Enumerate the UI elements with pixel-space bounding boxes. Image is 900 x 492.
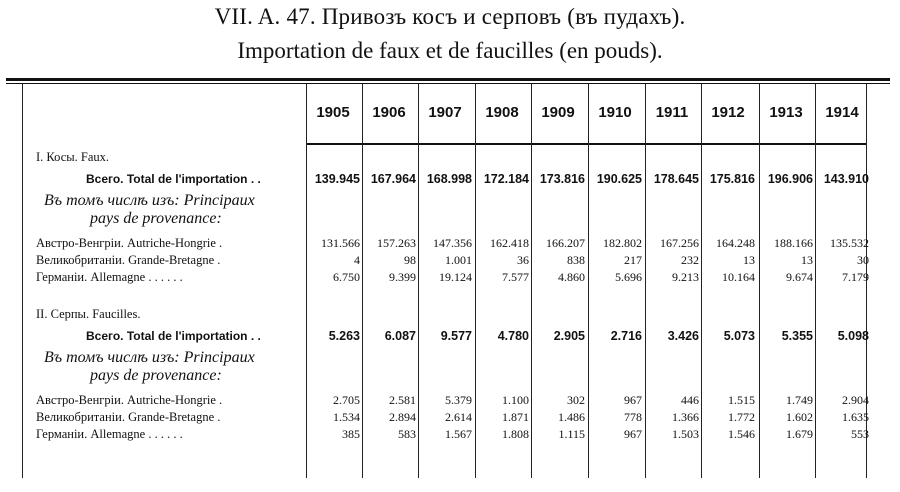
- year-header: 1913: [769, 104, 803, 121]
- table-cell: 2.614: [445, 410, 472, 424]
- table-cell: 182.802: [603, 236, 642, 250]
- table-cell: 1.486: [558, 410, 585, 424]
- table-row-label: Германіи. Allemagne . . . . . .: [36, 427, 183, 441]
- section-heading: II. Серпы. Faucilles.: [36, 307, 141, 321]
- table-cell: 1.100: [502, 393, 529, 407]
- table-cell: 1.749: [786, 393, 813, 407]
- table-cell: 135.532: [830, 236, 869, 250]
- total-value: 175.816: [709, 172, 755, 186]
- year-header: 1905: [316, 104, 350, 121]
- total-value: 178.645: [653, 172, 699, 186]
- table-cell: 1.567: [445, 427, 472, 441]
- table-cell: 217: [624, 253, 642, 267]
- year-header: 1910: [598, 104, 632, 121]
- table-cell: 232: [681, 253, 699, 267]
- table-cell: 7.577: [502, 270, 529, 284]
- table-cell: 13: [743, 253, 755, 267]
- total-value: 196.906: [767, 172, 813, 186]
- table-cell: 1.503: [672, 427, 699, 441]
- total-value: 9.577: [440, 329, 472, 343]
- total-row-label: Всего. Total de l'importation . .: [86, 172, 261, 186]
- table-cell: 98: [404, 253, 416, 267]
- table-cell: 967: [624, 427, 642, 441]
- subheading: pays de provenance:: [90, 210, 222, 227]
- total-value: 168.998: [426, 172, 472, 186]
- table-cell: 1.635: [842, 410, 869, 424]
- table-cell: 157.263: [377, 236, 416, 250]
- table-cell: 30: [857, 253, 869, 267]
- table-cell: 1.366: [672, 410, 699, 424]
- total-value: 5.098: [837, 329, 869, 343]
- table-cell: 164.248: [716, 236, 755, 250]
- table-cell: 1.602: [786, 410, 813, 424]
- column-divider: [22, 84, 23, 478]
- table-row-label: Австро-Венгріи. Autriche-Hongrie .: [36, 393, 223, 407]
- table-cell: 838: [567, 253, 585, 267]
- table-cell: 9.213: [672, 270, 699, 284]
- year-header: 1907: [428, 104, 462, 121]
- table-cell: 162.418: [490, 236, 529, 250]
- table-cell: 131.566: [321, 236, 360, 250]
- total-value: 5.355: [781, 329, 813, 343]
- subheading: Въ томъ числѣ изъ: Principaux: [44, 349, 255, 366]
- table-row-label: Великобританіи. Grande-Bretagne .: [36, 253, 221, 267]
- table-cell: 2.894: [389, 410, 416, 424]
- table-row-label: Германіи. Allemagne . . . . . .: [36, 270, 183, 284]
- table-cell: 385: [342, 427, 360, 441]
- total-value: 172.184: [483, 172, 529, 186]
- table-cell: 9.674: [786, 270, 813, 284]
- total-value: 5.263: [328, 329, 360, 343]
- table-cell: 36: [517, 253, 529, 267]
- table-cell: 2.904: [842, 393, 869, 407]
- total-value: 2.716: [610, 329, 642, 343]
- table-cell: 7.179: [842, 270, 869, 284]
- table-cell: 1.808: [502, 427, 529, 441]
- total-value: 143.910: [823, 172, 869, 186]
- year-header: 1912: [711, 104, 745, 121]
- table-cell: 4.860: [558, 270, 585, 284]
- header-rule: [306, 143, 866, 145]
- table-cell: 778: [624, 410, 642, 424]
- total-value: 139.945: [314, 172, 360, 186]
- table-cell: 1.546: [728, 427, 755, 441]
- table-cell: 1.534: [333, 410, 360, 424]
- table-cell: 9.399: [389, 270, 416, 284]
- table-cell: 1.115: [558, 427, 585, 441]
- table-cell: 166.207: [546, 236, 585, 250]
- section-heading: I. Косы. Faux.: [36, 150, 110, 164]
- table-cell: 1.515: [728, 393, 755, 407]
- table-cell: 553: [851, 427, 869, 441]
- total-value: 3.426: [667, 329, 699, 343]
- table-cell: 1.001: [445, 253, 472, 267]
- year-header: 1906: [372, 104, 406, 121]
- table-row-label: Австро-Венгріи. Autriche-Hongrie .: [36, 236, 223, 250]
- table-cell: 2.705: [333, 393, 360, 407]
- table-cell: 147.356: [433, 236, 472, 250]
- table-cell: 19.124: [439, 270, 472, 284]
- table-cell: 188.166: [774, 236, 813, 250]
- total-value: 5.073: [723, 329, 755, 343]
- table-cell: 967: [624, 393, 642, 407]
- year-header: 1909: [541, 104, 575, 121]
- table-cell: 583: [398, 427, 416, 441]
- table-cell: 446: [681, 393, 699, 407]
- table-cell: 6.750: [333, 270, 360, 284]
- table-cell: 302: [567, 393, 585, 407]
- table-cell: 1.871: [502, 410, 529, 424]
- subheading: pays de provenance:: [90, 367, 222, 384]
- table-cell: 2.581: [389, 393, 416, 407]
- year-header: 1908: [485, 104, 519, 121]
- subheading: Въ томъ числѣ изъ: Principaux: [44, 192, 255, 209]
- year-header: 1911: [655, 104, 689, 121]
- table-cell: 1.772: [728, 410, 755, 424]
- table-title-french: Importation de faux et de faucilles (en pouds).: [237, 38, 663, 63]
- total-value: 6.087: [384, 329, 416, 343]
- total-value: 190.625: [596, 172, 642, 186]
- table-cell: 5.379: [445, 393, 472, 407]
- year-header: 1914: [825, 104, 859, 121]
- total-value: 167.964: [370, 172, 416, 186]
- table-cell: 1.679: [786, 427, 813, 441]
- total-value: 173.816: [539, 172, 585, 186]
- total-value: 2.905: [553, 329, 585, 343]
- top-thin-rule: [6, 83, 890, 84]
- table-title-russian: VII. A. 47. Привозъ косъ и серповъ (въ пудахъ).: [214, 4, 686, 29]
- table-cell: 167.256: [660, 236, 699, 250]
- table-row-label: Великобританіи. Grande-Bretagne .: [36, 410, 221, 424]
- table-cell: 5.696: [615, 270, 642, 284]
- total-value: 4.780: [497, 329, 529, 343]
- table-cell: 13: [801, 253, 813, 267]
- table-cell: 4: [354, 253, 360, 267]
- total-row-label: Всего. Total de l'importation . .: [86, 329, 261, 343]
- table-cell: 10.164: [722, 270, 755, 284]
- top-thick-rule: [6, 78, 890, 81]
